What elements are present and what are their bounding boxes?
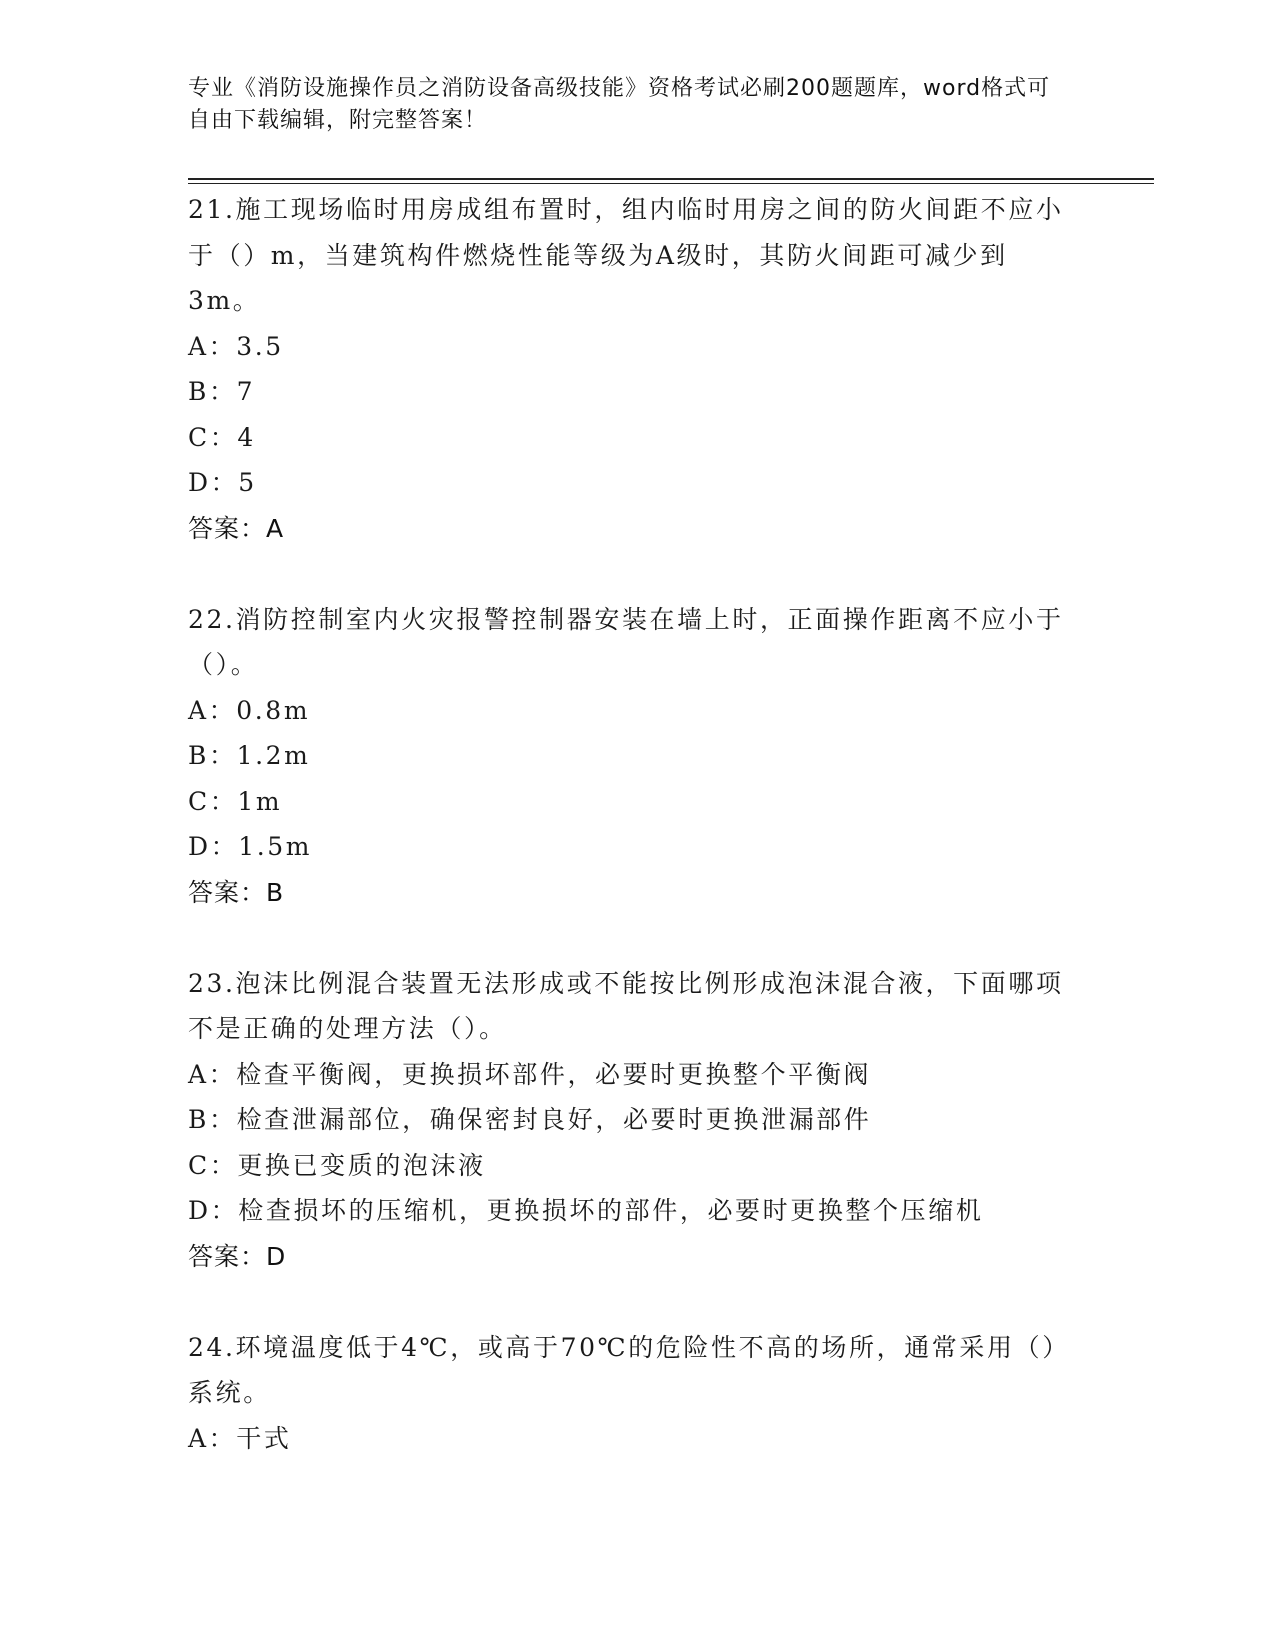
question-stem: 22.消防控制室内火灾报警控制器安装在墙上时，正面操作距离不应小于（）。	[188, 604, 1064, 679]
answer-line: 答案：B	[188, 877, 285, 907]
question-24	[188, 1325, 1088, 1462]
question-22	[188, 597, 1088, 916]
answer-line: 答案：A	[188, 513, 285, 543]
option-d: D：1.5m	[188, 832, 313, 861]
option-c: C：更换已变质的泡沫液	[188, 1150, 486, 1180]
option-d: D：检查损坏的压缩机，更换损坏的部件，必要时更换整个压缩机	[188, 1196, 984, 1225]
question-spacer	[188, 915, 1088, 961]
question-21	[188, 187, 1088, 551]
answer-line: 答案：D	[188, 1241, 287, 1271]
option-c: C：1m	[188, 786, 283, 816]
option-c: C：4	[188, 422, 256, 452]
option-d: D：5	[188, 468, 257, 497]
header-divider-thin	[188, 183, 1154, 184]
header-divider-thick	[188, 178, 1154, 180]
option-a: A：0.8m	[188, 695, 311, 725]
question-list	[188, 187, 1088, 1461]
option-a: A：检查平衡阀，更换损坏部件，必要时更换整个平衡阀	[188, 1059, 872, 1089]
option-b: B：7	[188, 377, 256, 406]
question-stem: 24.环境温度低于4℃，或高于70℃的危险性不高的场所，通常采用（）系统。	[188, 1332, 1070, 1407]
option-a: A：干式	[188, 1423, 292, 1453]
question-spacer	[188, 551, 1088, 597]
document-header: 专业《消防设施操作员之消防设备高级技能》资格考试必刷200题题库，word格式可自由下载编辑，附完整答案！	[188, 76, 1051, 133]
question-stem: 23.泡沫比例混合装置无法形成或不能按比例形成泡沫混合液，下面哪项不是正确的处理方法（）。	[188, 968, 1064, 1043]
question-23	[188, 961, 1088, 1280]
option-a: A：3.5	[188, 331, 284, 361]
question-stem: 21.施工现场临时用房成组布置时，组内临时用房之间的防火间距不应小于（）m，当建筑构件燃烧性能等级为A级时，其防火间距可减少到3m。	[188, 195, 1064, 315]
option-b: B：1.2m	[188, 741, 311, 770]
question-spacer	[188, 1279, 1088, 1325]
option-b: B：检查泄漏部位，确保密封良好，必要时更换泄漏部件	[188, 1105, 872, 1134]
